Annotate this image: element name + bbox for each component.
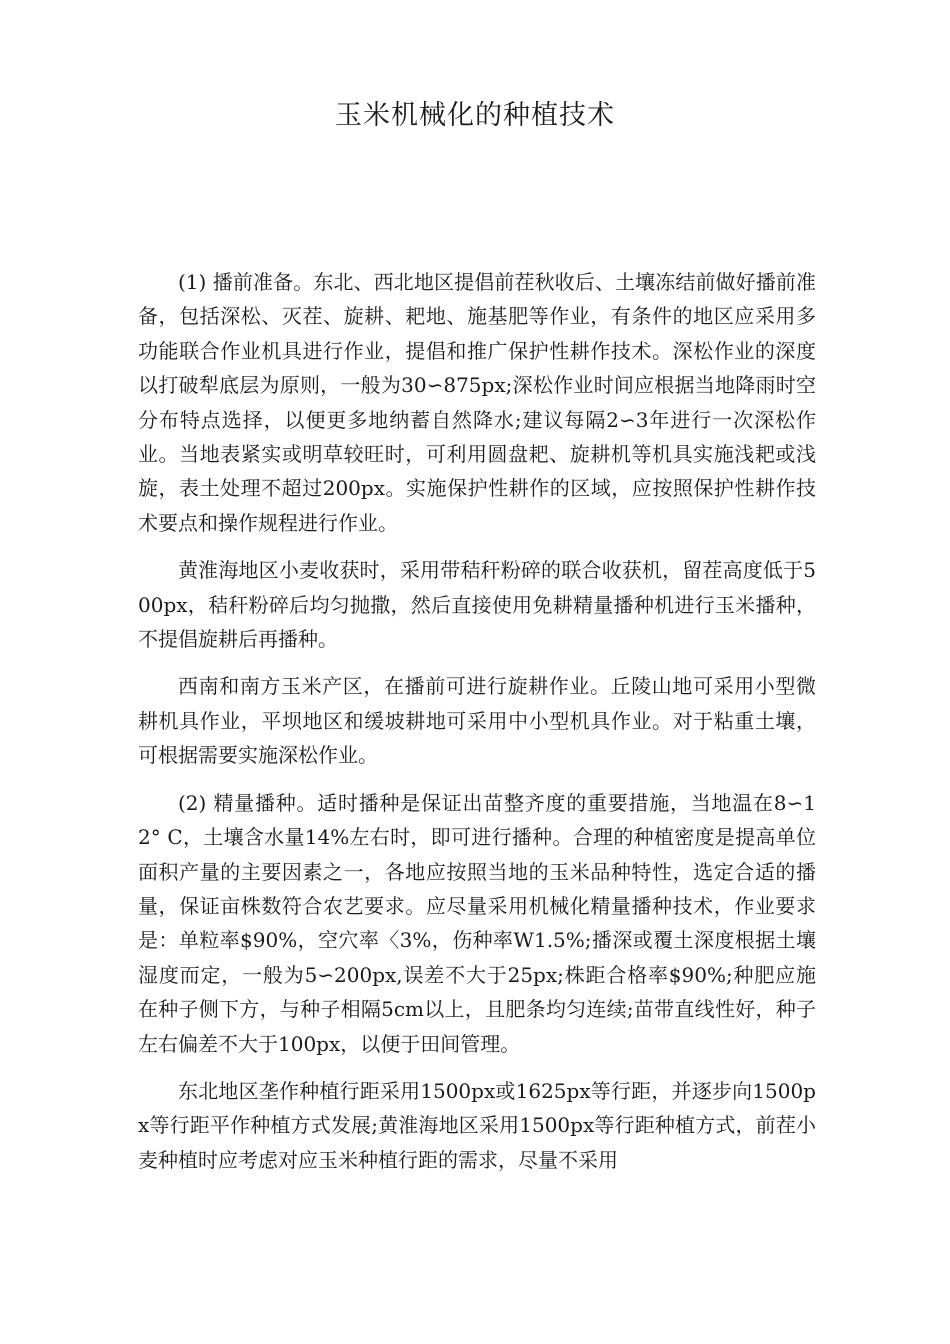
paragraph-huanghuaihai-region: 黄淮海地区小麦收获时，采用带秸秆粉碎的联合收获机，留茬高度低于500px，秸秆粉碎后均匀抛撒，然后直接使用免耕精量播种机进行玉米播种，不提倡旋耕后再播种。 — [138, 558, 816, 652]
paragraph-southwest-south-region: 西南和南方玉米产区，在播前可进行旋耕作业。丘陵山地可采用小型微耕机具作业，平坝地区和缓坡耕地可采用中小型机具作业。对于粘重土壤，可根据需要实施深松作业。 — [138, 674, 816, 768]
paragraph-precision-sowing: (2) 精量播种。适时播种是保证出苗整齐度的重要措施，当地温在8∽12° C，土壤含水量14%左右时，即可进行播种。合理的种植密度是提高单位面积产量的主要因素之一，各地应按照当地的玉米品种特性，选定合适的播量，保证亩株数符合农艺要求。应尽量采用机械化精量播种技术，作业要求是：单粒率$90%，空穴率〈3%，伤种率W1.5%;播深或覆土深度根据土壤湿度而定，一般为5∽200px,误差不大于25px;株距合格率$90%;种肥应施在种子侧下方，与种子相隔5cm以上，且肥条均匀连续;苗带直线性好，种子左右偏差不大于100px，以便于田间管理。 — [138, 790, 816, 1056]
document-title: 玉米机械化的种植技术 — [335, 100, 615, 131]
paragraph-row-spacing: 东北地区垄作种植行距采用1500px或1625px等行距，并逐步向1500px等行距平作种植方式发展;黄淮海地区采用1500px等行距种植方式，前茬小麦种植时应考虑对应玉米种植行距的需求，尽量不采用 — [138, 1078, 816, 1172]
document-body — [138, 265, 816, 1190]
paragraph-sowing-preparation: (1) 播前准备。东北、西北地区提倡前茬秋收后、土壤冻结前做好播前准备，包括深松、灭茬、旋耕、耙地、施基肥等作业，有条件的地区应采用多功能联合作业机具进行作业，提倡和推广保护性耕作技术。深松作业的深度以打破犁底层为原则，一般为30∽875px;深松作业时间应根据当地降雨时空分布特点选择，以便更多地纳蓄自然降水;建议每隔2∽3年进行一次深松作业。当地表紧实或明草较旺时，可利用圆盘耙、旋耕机等机具实施浅耙或浅旋，表土处理不超过200px。实施保护性耕作的区域，应按照保护性耕作技术要点和操作规程进行作业。 — [138, 270, 816, 535]
